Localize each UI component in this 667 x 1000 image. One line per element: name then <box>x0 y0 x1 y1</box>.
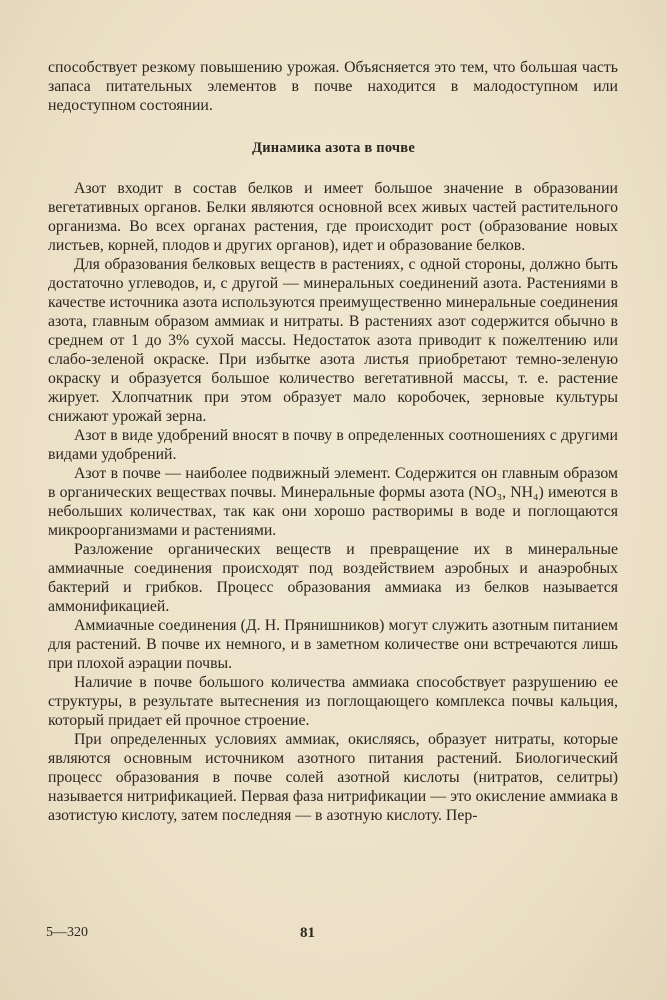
section-heading: Динамика азота в почве <box>252 140 415 156</box>
signature-code: 5—320 <box>46 925 88 940</box>
page-number: 81 <box>300 925 315 941</box>
paragraph: Азот в почве — наиболее подвижный элемент. Содержится он главным образом в органических веществах почвы. Минеральные формы азота (NO₃, NH₄) имеются в небольших количествах, так как они хорошо растворимы в воде и поглощаются микроорганизмами и растениями. <box>48 465 618 539</box>
paragraph: Наличие в почве большого количества аммиака способствует разрушению ее структуры, в результате вытеснения из поглощающего комплекса почвы кальция, который придает ей прочное строение. <box>48 674 618 729</box>
intro-paragraph: способствует резкому повышению урожая. Объясняется это тем, что большая часть запаса питательных элементов в почве находится в малодоступном или недоступном состоянии. <box>48 59 618 114</box>
paragraph: Аммиачные соединения (Д. Н. Прянишников) могут служить азотным питанием для растений. В почве их немного, и в заметном количестве они встречаются лишь при плохой аэрации почвы. <box>48 617 618 672</box>
paragraph: Разложение органических веществ и превращение их в минеральные аммиачные соединения происходят под воздействием аэробных и анаэробных бактерий и грибков. Процесс образования аммиака из белков называется аммонификацией. <box>48 541 618 615</box>
intro-text <box>48 58 618 115</box>
main-text <box>48 179 618 825</box>
paragraph: При определенных условиях аммиак, окисляясь, образует нитраты, которые являются основным источником азотного питания растений. Биологический процесс образования в почве солей азотной кислоты (нитратов, селитры) называется нитрификацией. Первая фаза нитрификации — это окисление аммиака в азотистую кислоту, затем последняя — в азотную кислоту. Пер- <box>48 731 618 824</box>
paragraph: Для образования белковых веществ в растениях, с одной стороны, должно быть достаточно углеводов, и, с другой — минеральных соединений азота. Растениями в качестве источника азота используются преимущественно минеральные соединения азота, главным образом аммиак и нитраты. В растениях азот содержится обычно в среднем от 1 до 3% сухой массы. Недостаток азота приводит к пожелтению или слабо-зеленой окраске. При избытке азота листья приобретают темно-зеленую окраску и образуется большое количество вегетативной массы, т. е. растение жирует. Хлопчатник при этом образует мало коробочек, зерновые культуры снижают урожай зерна. <box>48 256 618 425</box>
paragraph: Азот входит в состав белков и имеет большое значение в образовании вегетативных органов. Белки являются основной всех живых частей растительного организма. Во всех органах растения, где происходит рост (образование новых листьев, корней, плодов и других органов), идет и образование белков. <box>48 180 618 254</box>
paragraph: Азот в виде удобрений вносят в почву в определенных соотношениях с другими видами удобрений. <box>48 427 618 463</box>
